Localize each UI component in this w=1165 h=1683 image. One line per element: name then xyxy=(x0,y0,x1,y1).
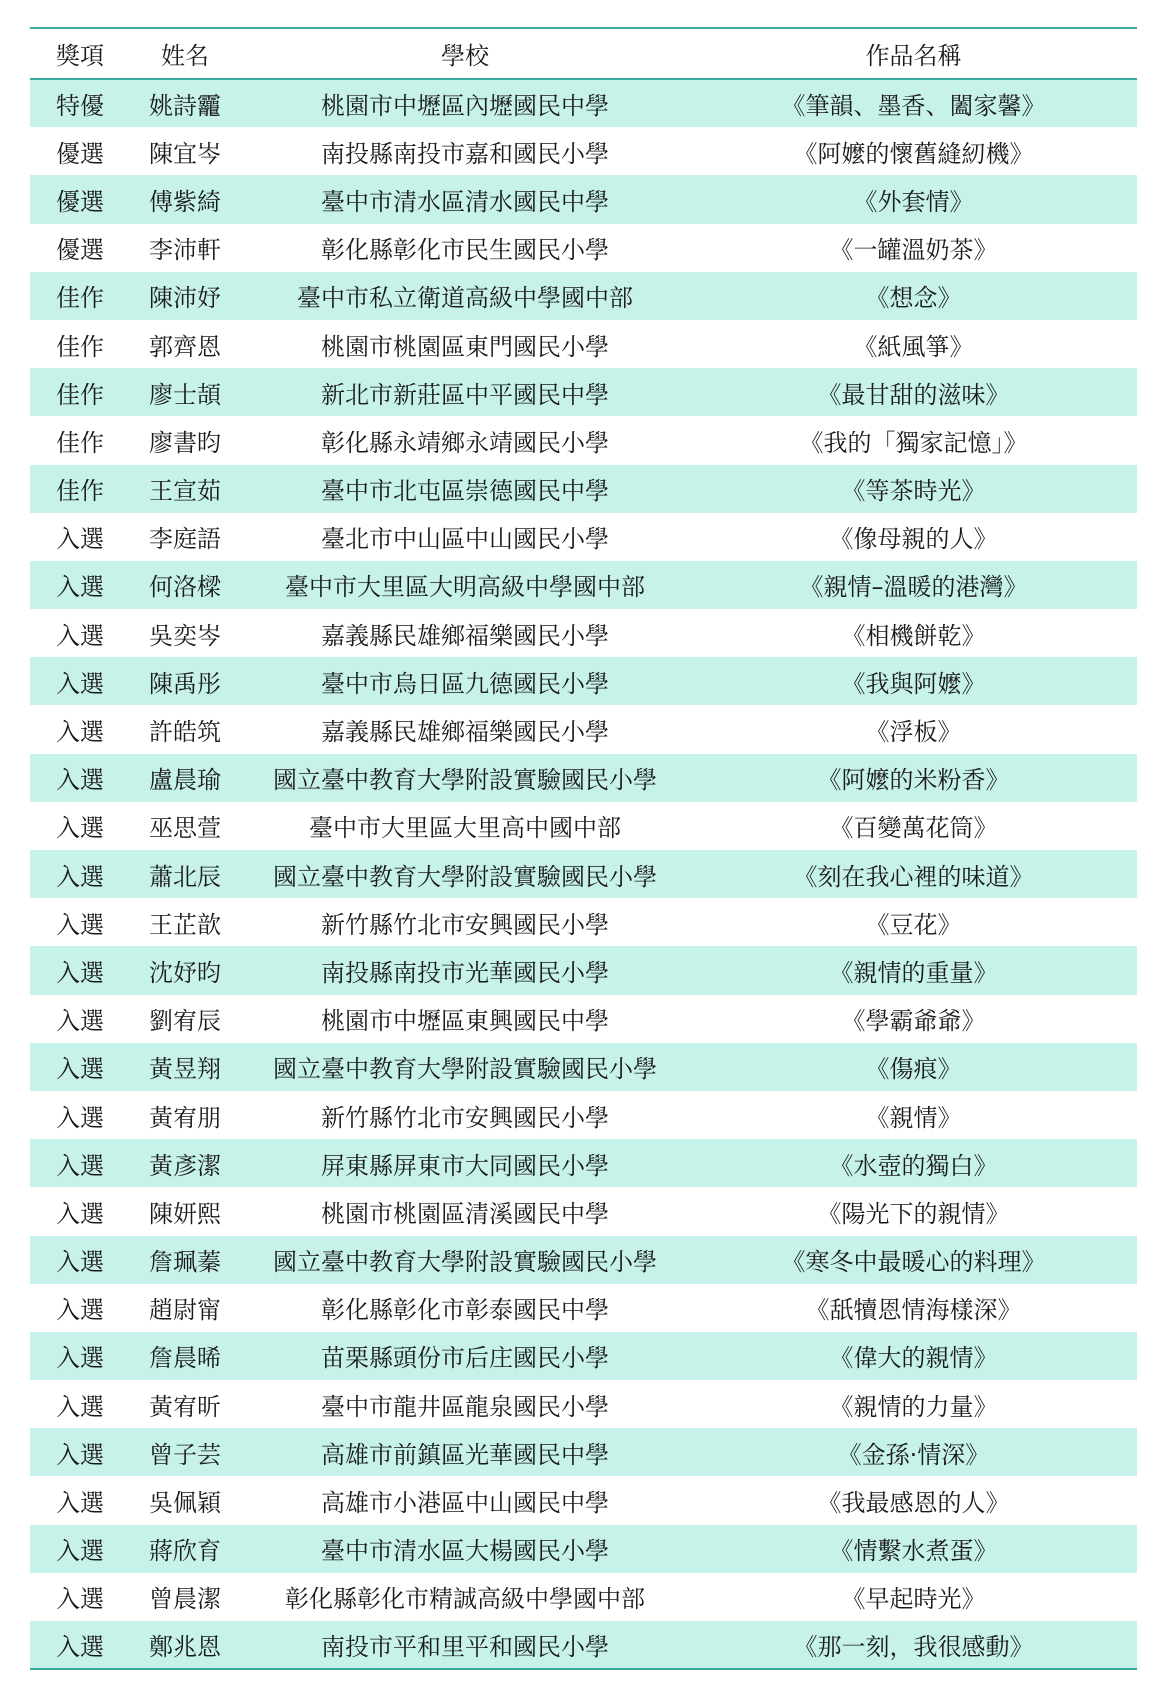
header-row xyxy=(30,28,1137,79)
school-cell: 臺中市清水區清水國民中學 xyxy=(321,187,609,216)
award-cell: 入選 xyxy=(56,1585,104,1614)
work-cell: 《刻在我心裡的味道》 xyxy=(793,862,1034,891)
school-cell: 國立臺中教育大學附設實驗國民小學 xyxy=(273,862,657,891)
award-cell: 優選 xyxy=(56,139,104,168)
table-body xyxy=(30,79,1137,1669)
work-cell: 《筆韻、墨香、闔家馨》 xyxy=(781,92,1046,121)
school-cell: 國立臺中教育大學附設實驗國民小學 xyxy=(273,1055,657,1084)
name-cell: 黃彥潔 xyxy=(149,1151,221,1180)
school-cell: 新北市新莊區中平國民中學 xyxy=(321,380,609,409)
work-cell: 《舐犢恩情海樣深》 xyxy=(805,1296,1022,1325)
name-cell: 鄭兆恩 xyxy=(130,1621,240,1669)
table-row xyxy=(30,1139,1137,1187)
school-cell: 桃園市中壢區東興國民中學 xyxy=(321,1007,609,1036)
award-cell: 入選 xyxy=(56,1440,104,1469)
school-cell: 臺中市私立衛道高級中學國中部 xyxy=(297,284,633,313)
table-row xyxy=(30,272,1137,320)
school-cell: 臺中市大里區大里高中國中部 xyxy=(309,814,621,843)
school-cell: 嘉義縣民雄鄉福樂國民小學 xyxy=(321,718,609,747)
work-cell: 《我與阿嬤》 xyxy=(841,669,986,698)
work-cell: 《最甘甜的滋味》 xyxy=(817,380,1010,409)
name-cell: 巫思萱 xyxy=(149,814,221,843)
award-cell: 入選 xyxy=(56,1537,104,1566)
award-cell: 入選 xyxy=(56,1489,104,1518)
award-cell: 入選 xyxy=(56,910,104,939)
school-cell: 新竹縣竹北市安興國民小學 xyxy=(321,1103,609,1132)
school-cell: 臺中市烏日區九德國民小學 xyxy=(321,669,609,698)
work-cell: 《想念》 xyxy=(865,284,962,313)
award-cell: 特優 xyxy=(56,92,104,121)
table-row xyxy=(30,946,1137,994)
award-cell: 入選 xyxy=(30,1621,130,1669)
table-row xyxy=(30,850,1137,898)
table-row xyxy=(30,175,1137,223)
name-cell: 何洛樑 xyxy=(149,573,221,602)
name-cell: 黃昱翔 xyxy=(149,1055,221,1084)
work-cell: 《等茶時光》 xyxy=(841,477,986,506)
table-row xyxy=(30,513,1137,561)
name-cell: 詹珮蓁 xyxy=(149,1248,221,1277)
award-cell: 入選 xyxy=(56,814,104,843)
award-cell: 優選 xyxy=(56,187,104,216)
name-cell: 吳奕岑 xyxy=(149,621,221,650)
name-cell: 陳宜岑 xyxy=(149,139,221,168)
name-cell: 廖士頡 xyxy=(149,380,221,409)
table-row xyxy=(30,1380,1137,1428)
table-row xyxy=(30,416,1137,464)
table-row xyxy=(30,1091,1137,1139)
table-row xyxy=(30,1621,1137,1669)
school-cell: 臺中市龍井區龍泉國民小學 xyxy=(321,1392,609,1421)
school-cell: 臺北市中山區中山國民小學 xyxy=(321,525,609,554)
award-cell: 入選 xyxy=(56,1199,104,1228)
name-cell: 許皓筑 xyxy=(149,718,221,747)
name-cell: 蕭北辰 xyxy=(149,862,221,891)
table-row xyxy=(30,754,1137,802)
school-cell: 新竹縣竹北市安興國民小學 xyxy=(321,910,609,939)
award-cell: 入選 xyxy=(56,1007,104,1036)
work-cell: 《我最感恩的人》 xyxy=(817,1489,1010,1518)
school-cell: 臺中市北屯區崇德國民中學 xyxy=(321,477,609,506)
table-row xyxy=(30,1332,1137,1380)
table-row xyxy=(30,657,1137,705)
school-cell: 高雄市前鎮區光華國民中學 xyxy=(321,1440,609,1469)
work-cell: 《紙風箏》 xyxy=(853,332,974,361)
table-row xyxy=(30,898,1137,946)
award-cell: 佳作 xyxy=(56,477,104,506)
school-cell: 桃園市桃園區清溪國民中學 xyxy=(321,1199,609,1228)
work-cell: 《情繫水煮蛋》 xyxy=(829,1537,998,1566)
table-row xyxy=(30,79,1137,127)
work-cell: 《外套情》 xyxy=(853,187,974,216)
school-cell: 彰化縣彰化市民生國民小學 xyxy=(321,236,609,265)
award-cell: 佳作 xyxy=(56,332,104,361)
name-cell: 王芷歆 xyxy=(149,910,221,939)
school-cell: 臺中市大里區大明高級中學國中部 xyxy=(285,573,645,602)
school-cell: 南投縣南投市嘉和國民小學 xyxy=(321,139,609,168)
name-cell: 陳妍熙 xyxy=(149,1199,221,1228)
table-row xyxy=(30,127,1137,175)
table-row xyxy=(30,1187,1137,1235)
work-cell: 《浮板》 xyxy=(865,718,962,747)
work-cell: 《親情的重量》 xyxy=(829,958,998,987)
table-row xyxy=(30,609,1137,657)
table-row xyxy=(30,1043,1137,1091)
name-cell: 傅紫綺 xyxy=(149,187,221,216)
school-cell: 嘉義縣民雄鄉福樂國民小學 xyxy=(321,621,609,650)
work-cell: 《早起時光》 xyxy=(841,1585,986,1614)
name-cell: 趙尉甯 xyxy=(149,1296,221,1325)
school-cell: 苗栗縣頭份市后庄國民小學 xyxy=(321,1344,609,1373)
table-row xyxy=(30,224,1137,272)
school-cell: 彰化縣彰化市精誠高級中學國中部 xyxy=(285,1585,645,1614)
school-cell: 桃園市中壢區內壢國民中學 xyxy=(321,92,609,121)
header-award: 獎項 xyxy=(30,28,130,79)
table-row xyxy=(30,995,1137,1043)
award-cell: 入選 xyxy=(56,1055,104,1084)
work-cell: 《我的「獨家記憶」》 xyxy=(799,428,1028,457)
award-table xyxy=(30,27,1137,1670)
award-cell: 入選 xyxy=(56,1344,104,1373)
name-cell: 李庭語 xyxy=(149,525,221,554)
work-cell: 《親情》 xyxy=(865,1103,962,1132)
award-cell: 入選 xyxy=(56,1151,104,1180)
name-cell: 詹晨晞 xyxy=(149,1344,221,1373)
work-cell: 《百變萬花筒》 xyxy=(829,814,998,843)
name-cell: 曾子芸 xyxy=(149,1440,221,1469)
school-cell: 彰化縣彰化市彰泰國民中學 xyxy=(321,1296,609,1325)
award-cell: 入選 xyxy=(56,573,104,602)
award-cell: 入選 xyxy=(56,958,104,987)
school-cell: 桃園市桃園區東門國民小學 xyxy=(321,332,609,361)
school-cell: 高雄市小港區中山國民中學 xyxy=(321,1489,609,1518)
work-cell: 《親情–溫暖的港灣》 xyxy=(799,573,1028,602)
name-cell: 曾晨潔 xyxy=(149,1585,221,1614)
award-cell: 入選 xyxy=(56,1296,104,1325)
work-cell: 《那一刻，我很感動》 xyxy=(690,1621,1137,1669)
work-cell: 《像母親的人》 xyxy=(829,525,998,554)
name-cell: 吳佩穎 xyxy=(149,1489,221,1518)
name-cell: 蔣欣育 xyxy=(149,1537,221,1566)
header-name: 姓名 xyxy=(130,28,240,79)
award-cell: 優選 xyxy=(56,236,104,265)
header-school: 學校 xyxy=(240,28,690,79)
table-row xyxy=(30,1525,1137,1573)
work-cell: 《親情的力量》 xyxy=(829,1392,998,1421)
table-row xyxy=(30,1236,1137,1284)
award-cell: 入選 xyxy=(56,1103,104,1132)
award-cell: 佳作 xyxy=(56,284,104,313)
school-cell: 南投縣南投市光華國民小學 xyxy=(321,958,609,987)
work-cell: 《一罐溫奶茶》 xyxy=(829,236,998,265)
name-cell: 陳沛妤 xyxy=(149,284,221,313)
work-cell: 《相機餅乾》 xyxy=(841,621,986,650)
name-cell: 沈妤昀 xyxy=(149,958,221,987)
table-row xyxy=(30,561,1137,609)
work-cell: 《水壺的獨白》 xyxy=(829,1151,998,1180)
award-cell: 入選 xyxy=(56,862,104,891)
table-row xyxy=(30,1428,1137,1476)
table-row xyxy=(30,1476,1137,1524)
table-row xyxy=(30,705,1137,753)
school-cell: 國立臺中教育大學附設實驗國民小學 xyxy=(273,766,657,795)
table-row xyxy=(30,1573,1137,1621)
work-cell: 《豆花》 xyxy=(865,910,962,939)
award-cell: 入選 xyxy=(56,1392,104,1421)
school-cell: 臺中市清水區大楊國民小學 xyxy=(321,1537,609,1566)
award-cell: 佳作 xyxy=(56,380,104,409)
table-row xyxy=(30,802,1137,850)
work-cell: 《偉大的親情》 xyxy=(829,1344,998,1373)
name-cell: 陳禹彤 xyxy=(149,669,221,698)
name-cell: 李沛軒 xyxy=(149,236,221,265)
work-cell: 《學霸爺爺》 xyxy=(841,1007,986,1036)
work-cell: 《傷痕》 xyxy=(865,1055,962,1084)
name-cell: 黃宥昕 xyxy=(149,1392,221,1421)
name-cell: 姚詩龗 xyxy=(149,92,221,121)
award-cell: 入選 xyxy=(56,718,104,747)
table-row xyxy=(30,368,1137,416)
table-row xyxy=(30,465,1137,513)
work-cell: 《金孫·情深》 xyxy=(837,1440,990,1469)
name-cell: 廖書昀 xyxy=(149,428,221,457)
work-cell: 《阿嬤的米粉香》 xyxy=(817,766,1010,795)
name-cell: 郭齊恩 xyxy=(149,332,221,361)
school-cell: 國立臺中教育大學附設實驗國民小學 xyxy=(273,1248,657,1277)
award-cell: 入選 xyxy=(56,669,104,698)
name-cell: 王宣茹 xyxy=(149,477,221,506)
work-cell: 《寒冬中最暖心的料理》 xyxy=(781,1248,1046,1277)
work-cell: 《陽光下的親情》 xyxy=(817,1199,1010,1228)
name-cell: 盧晨瑜 xyxy=(149,766,221,795)
work-cell: 《阿嬤的懷舊縫紉機》 xyxy=(793,139,1034,168)
award-cell: 入選 xyxy=(56,1248,104,1277)
award-cell: 入選 xyxy=(56,525,104,554)
header-work: 作品名稱 xyxy=(690,28,1137,79)
school-cell: 南投市平和里平和國民小學 xyxy=(240,1621,690,1669)
name-cell: 黃宥朋 xyxy=(149,1103,221,1132)
award-cell: 佳作 xyxy=(56,428,104,457)
school-cell: 屏東縣屏東市大同國民小學 xyxy=(321,1151,609,1180)
school-cell: 彰化縣永靖鄉永靖國民小學 xyxy=(321,428,609,457)
table-row xyxy=(30,1284,1137,1332)
award-cell: 入選 xyxy=(56,621,104,650)
table-row xyxy=(30,320,1137,368)
award-cell: 入選 xyxy=(56,766,104,795)
name-cell: 劉宥辰 xyxy=(149,1007,221,1036)
